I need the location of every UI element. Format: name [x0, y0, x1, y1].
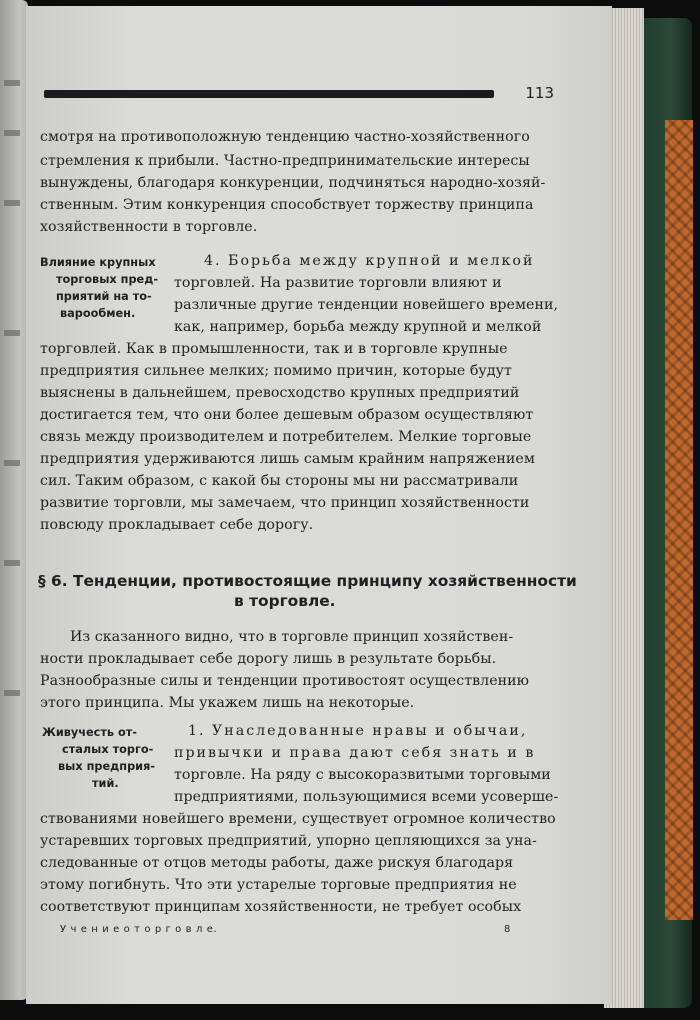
text-line: этого принципа. Мы укажем лишь на некоторые. [40, 695, 415, 711]
text-line: Из сказанного видно, что в торговле принцип хозяйствен- [70, 629, 514, 645]
left-page-edge [0, 0, 28, 1000]
margin-note: варообмен. [60, 307, 136, 320]
text-line: сил. Таким образом, с какой бы стороны мы ни рассматривали [40, 473, 519, 489]
text-line: 1. Унаследованные нравы и обычаи, [188, 723, 528, 739]
text-line: 4. Борьба между крупной и мелкой [204, 253, 535, 269]
text-line: предприятия сильнее мелких; помимо причин, которые будут [40, 363, 512, 379]
text-line: торговлей. Как в промышленности, так и в торговле крупные [40, 341, 508, 357]
book-page [26, 6, 612, 1004]
text-line: как, например, борьба между крупной и мелкой [174, 319, 542, 335]
margin-note: приятий на то- [56, 290, 152, 303]
margin-note: Живучесть от- [42, 726, 137, 739]
text-line: смотря на противоположную тенденцию частно-хозяйственного [40, 129, 530, 145]
text-line: следованные от отцов методы работы, даже рискуя благодаря [40, 855, 514, 871]
margin-note: вых предприя- [58, 760, 156, 773]
text-line: предприятия удерживаются лишь самым крайним напряжением [40, 451, 535, 467]
text-line: предприятиями, пользующимися всеми усоверше- [174, 789, 559, 805]
margin-note: торговых пред- [56, 273, 159, 286]
text-line: устаревших торговых предприятий, упорно цепляющихся за уна- [40, 833, 537, 849]
text-line: этому погибнуть. Что эти устарелые торговые предприятия не [40, 877, 517, 893]
text-line: стремления к прибыли. Частно-предпринимательские интересы [40, 153, 530, 169]
text-line: хозяйственности в торговле. [40, 219, 258, 235]
signature-number: 8 [504, 924, 511, 935]
text-line: повсюду прокладывает себе дорогу. [40, 517, 314, 533]
section-heading: в торговле. [234, 592, 336, 610]
text-line: вынуждены, благодаря конкуренции, подчиняться народно-хозяй- [40, 175, 546, 191]
text-line: связь между производителем и потребителем. Мелкие торговые [40, 429, 532, 445]
text-line: ности прокладывает себе дорогу лишь в результате борьбы. [40, 651, 497, 667]
margin-note: тий. [92, 777, 119, 790]
footer-title: У ч е н и е о т о р г о в л е. [60, 924, 218, 935]
page-number: 113 [525, 84, 554, 102]
text-line: ственным. Этим конкуренция способствует торжеству принципа [40, 197, 534, 213]
text-line: привычки и права дают себя знать и в [174, 745, 536, 761]
section-heading: § 6. Тенденции, противостоящие принципу хозяйственности [38, 572, 577, 590]
text-line: достигается тем, что они более дешевым образом осуществляют [40, 407, 534, 423]
text-line: Разнообразные силы и тенденции противостоят осуществлению [40, 673, 530, 689]
margin-note: сталых торго- [62, 743, 154, 756]
text-line: торговле. На ряду с высокоразвитыми торговыми [174, 767, 551, 783]
text-line: ствованиями новейшего времени, существует огромное количество [40, 811, 556, 827]
text-line: развитие торговли, мы замечаем, что принцип хозяйственности [40, 495, 530, 511]
text-line: торговлей. На развитие торговли влияют и [174, 275, 502, 291]
text-line: выяснены в дальнейшем, превосходство крупных предприятий [40, 385, 520, 401]
cover-ornament [665, 120, 693, 920]
text-line: различные другие тенденции новейшего времени, [174, 297, 559, 313]
text-line: соответствуют принципам хозяйственности, не требует особых [40, 899, 522, 915]
header-rule [44, 90, 494, 98]
margin-note: Влияние крупных [40, 256, 156, 269]
